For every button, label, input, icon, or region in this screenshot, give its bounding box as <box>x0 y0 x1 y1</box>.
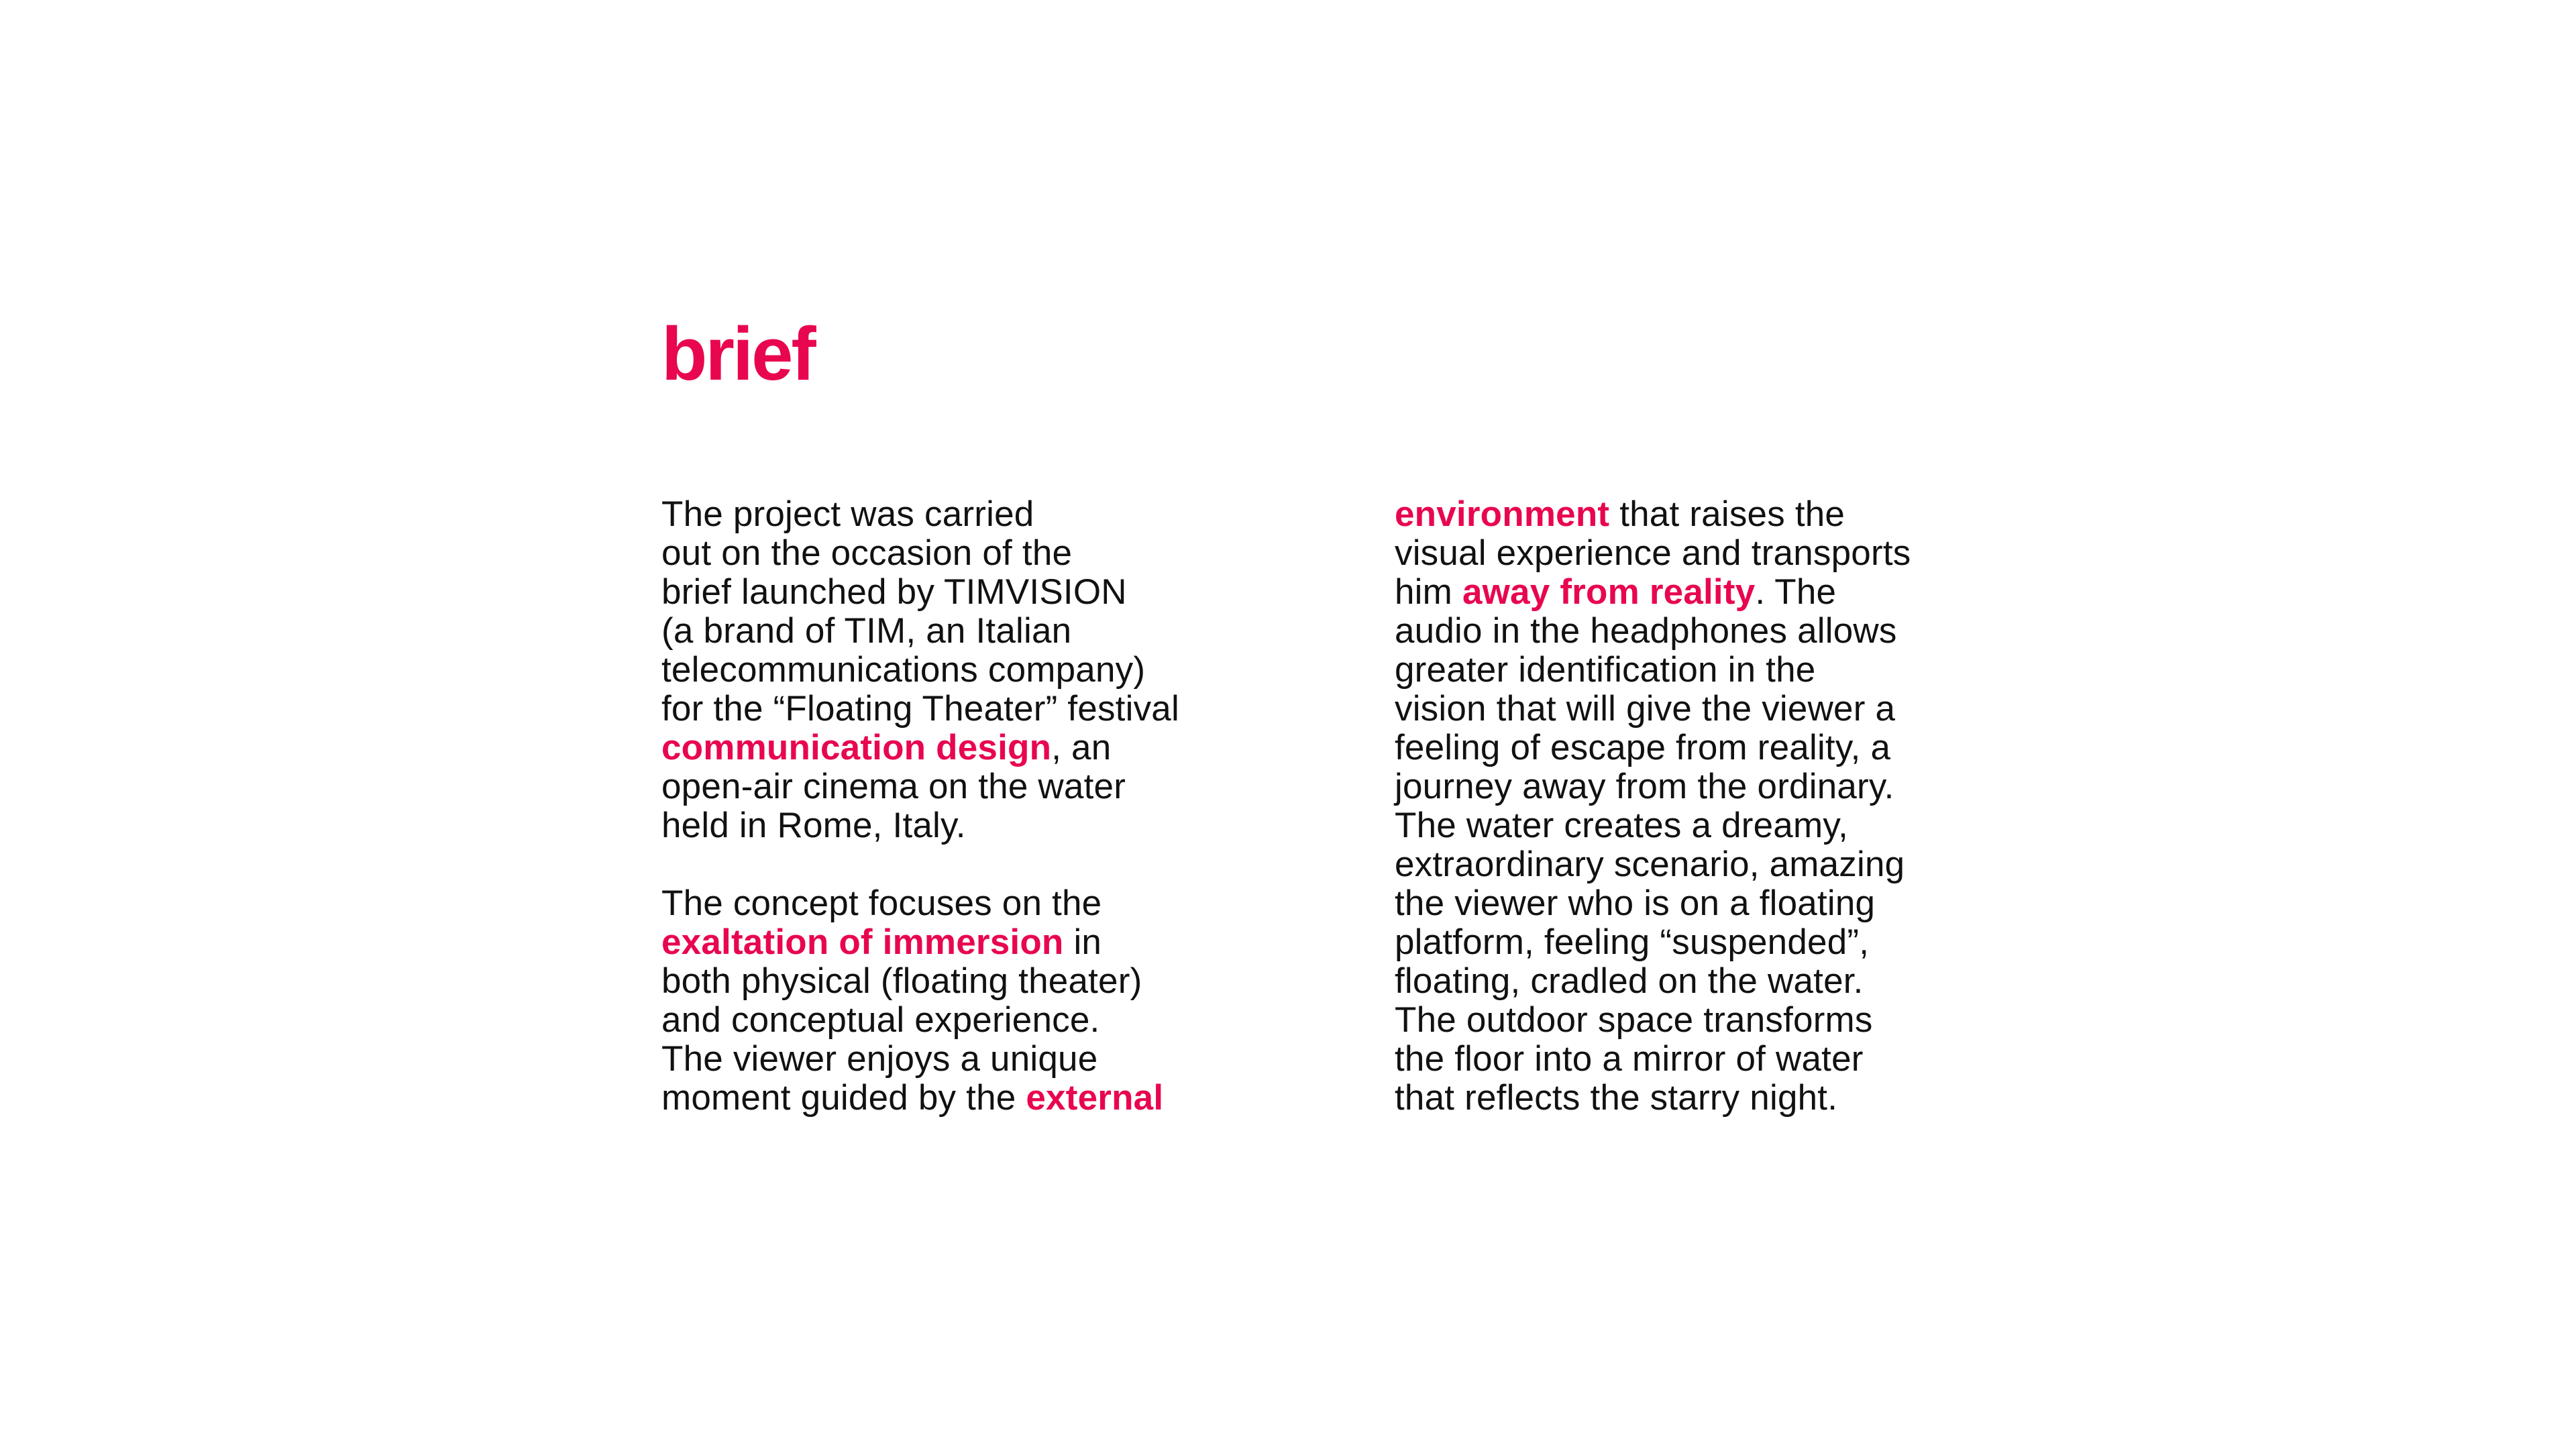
text-line: extraordinary scenario, amazing <box>1395 845 1905 884</box>
left-text-column <box>661 495 1245 1118</box>
text-fragment: that raises the <box>1609 494 1845 534</box>
text-line: platform, feeling “suspended”, <box>1395 922 1870 962</box>
text-fragment: in <box>1063 922 1102 962</box>
text-line: open-air cinema on the water <box>661 767 1126 806</box>
text-fragment: moment guided by the <box>661 1078 1026 1118</box>
text-fragment: him <box>1395 572 1462 612</box>
text-line: out on the occasion of the <box>661 533 1073 573</box>
text-line: that reflects the starry night. <box>1395 1078 1838 1118</box>
text-line: journey away from the ordinary. <box>1395 767 1894 806</box>
text-line: both physical (floating theater) <box>661 961 1142 1001</box>
highlight-exaltation-of-immersion: exaltation of immersion <box>661 922 1064 962</box>
page-title: brief <box>661 312 814 396</box>
text-line: for the “Floating Theater” festival <box>661 689 1179 729</box>
text-line: telecommunications company) <box>661 650 1146 690</box>
text-line: the viewer who is on a floating <box>1395 883 1876 923</box>
text-line: and conceptual experience. <box>661 1000 1100 1040</box>
text-line: The concept focuses on the <box>661 883 1102 923</box>
text-line: brief launched by TIMVISION <box>661 572 1127 612</box>
text-line-with-highlight <box>1395 573 1998 612</box>
text-line: audio in the headphones allows <box>1395 611 1897 651</box>
text-line-with-highlight <box>661 1079 1245 1118</box>
text-line: held in Rome, Italy. <box>661 806 966 845</box>
text-line: vision that will give the viewer a <box>1395 689 1896 729</box>
paragraph-gap <box>661 845 1245 884</box>
right-text-column <box>1395 495 1998 1118</box>
text-line-with-highlight <box>1395 495 1998 534</box>
text-line: The project was carried <box>661 494 1034 534</box>
text-line: visual experience and transports <box>1395 533 1911 573</box>
text-fragment: . The <box>1755 572 1837 612</box>
text-line: floating, cradled on the water. <box>1395 961 1864 1001</box>
text-line: The viewer enjoys a unique <box>661 1039 1098 1079</box>
text-line: feeling of escape from reality, a <box>1395 728 1891 767</box>
highlight-communication-design: communication design <box>661 728 1052 767</box>
text-line: (a brand of TIM, an Italian <box>661 611 1072 651</box>
text-fragment: , an <box>1051 728 1112 767</box>
highlight-environment: environment <box>1395 494 1610 534</box>
text-line: the floor into a mirror of water <box>1395 1039 1864 1079</box>
text-line-with-highlight <box>661 729 1245 767</box>
text-line: The outdoor space transforms <box>1395 1000 1873 1040</box>
highlight-away-from-reality: away from reality <box>1462 572 1756 612</box>
text-line-with-highlight <box>661 923 1245 962</box>
text-line: The water creates a dreamy, <box>1395 806 1849 845</box>
highlight-external: external <box>1026 1078 1164 1118</box>
text-line: greater identification in the <box>1395 650 1816 690</box>
